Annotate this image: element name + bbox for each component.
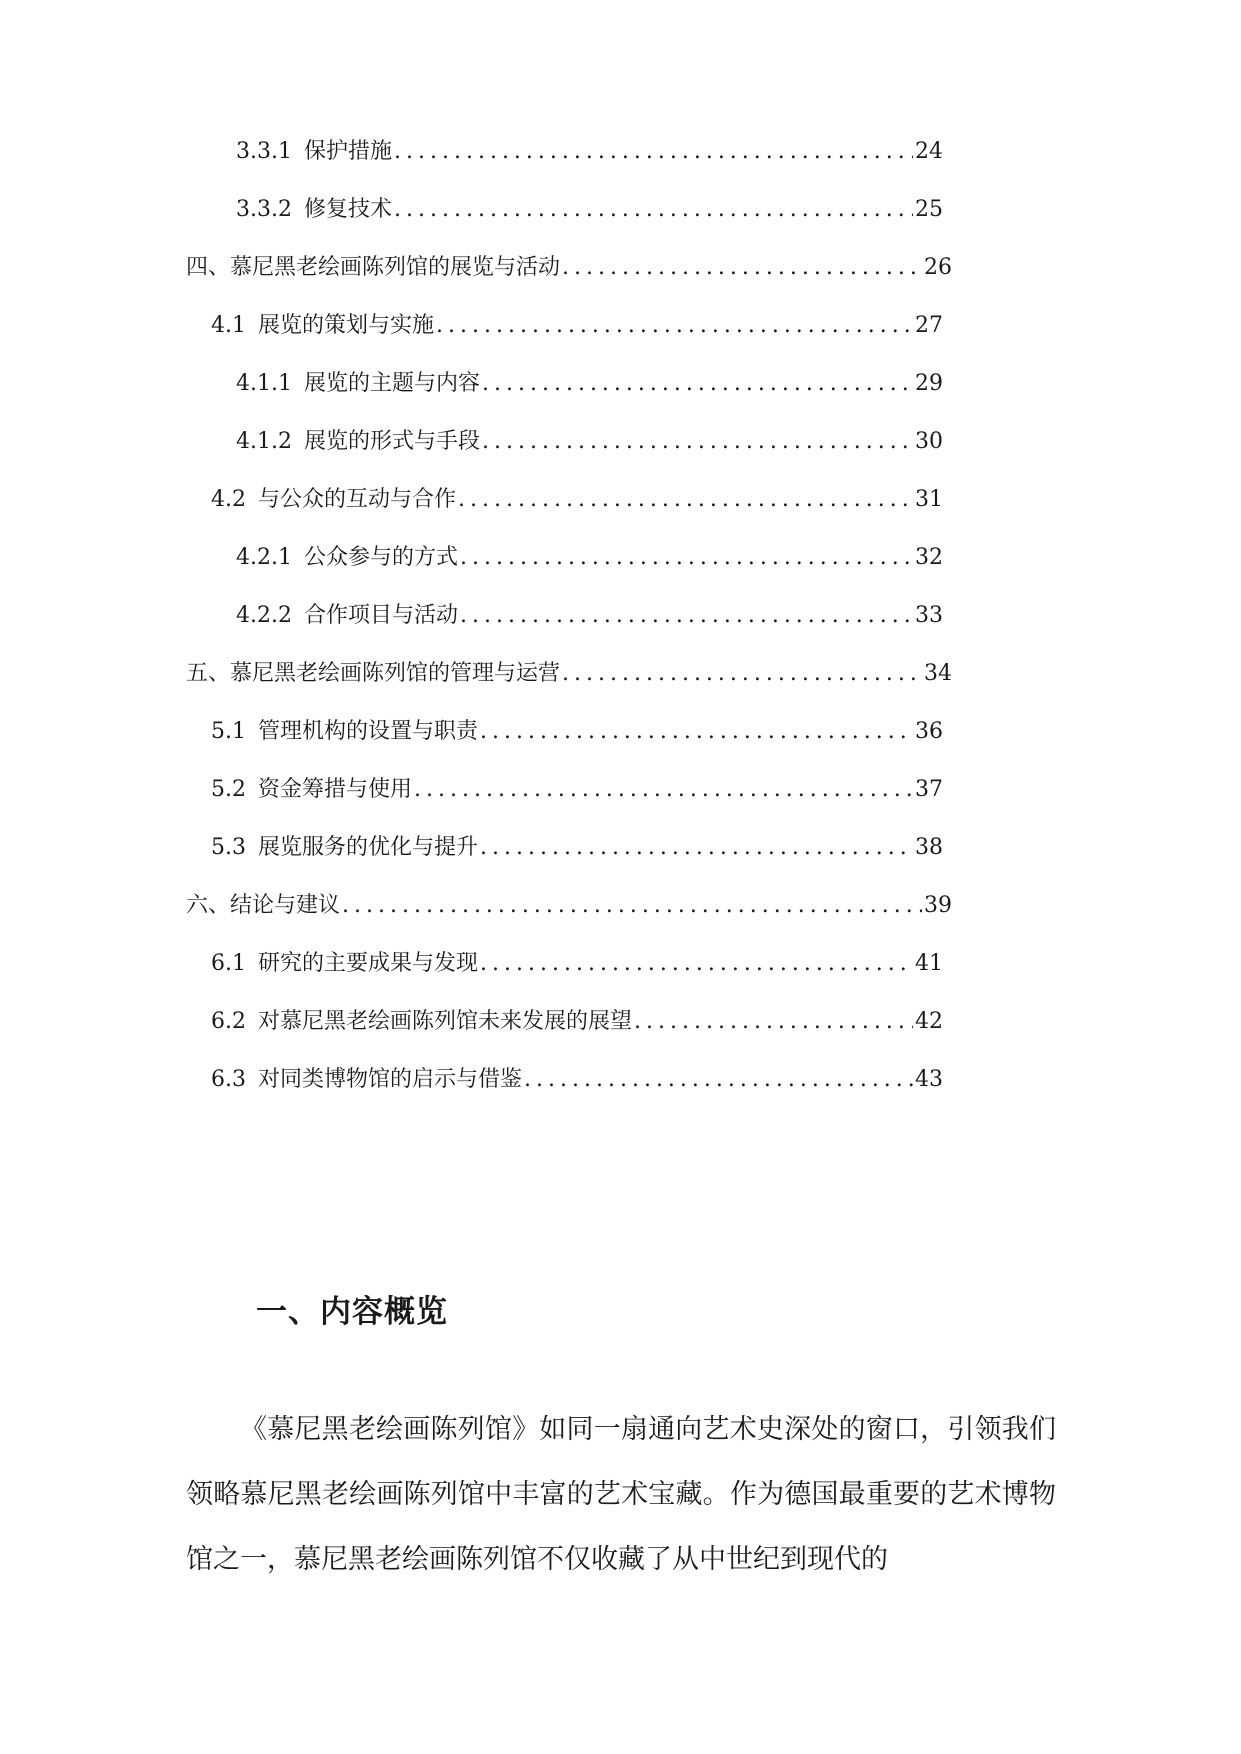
toc-entry-title: 合作项目与活动 [303,603,458,628]
toc-leader-dots [480,831,913,865]
toc-entry-page: 42 [915,1009,943,1034]
toc-entry-title: 与公众的互动与合作 [258,487,457,512]
toc-leader-dots [394,193,913,227]
toc-entry-page: 31 [915,487,943,512]
toc-entry-page: 24 [915,139,943,164]
toc-entry-number: 4.2 [211,487,246,512]
toc-entry[interactable] [211,309,943,343]
toc-entry-page: 38 [915,835,943,860]
toc-entry[interactable] [211,1005,943,1039]
toc-entry-page: 32 [915,545,943,570]
toc-entry-page: 36 [915,719,943,744]
toc-entry[interactable] [211,773,943,807]
toc-entry-number: 5.1 [211,719,246,744]
toc-leader-dots [342,889,922,923]
toc-entry-number: 6.2 [211,1009,246,1034]
toc-leader-dots [480,715,913,749]
toc-leader-dots [634,1005,913,1039]
toc-entry-title: 管理机构的设置与职责 [258,719,479,744]
toc-entry-page: 34 [924,661,952,686]
toc-entry[interactable] [236,425,943,459]
toc-leader-dots [480,947,913,981]
toc-entry-number: 6.3 [211,1067,246,1092]
toc-leader-dots [460,599,913,633]
toc-entry[interactable] [236,599,943,633]
toc-entry[interactable] [186,889,952,923]
toc-leader-dots [414,773,913,807]
toc-leader-dots [458,483,913,517]
toc-entry-page: 26 [924,255,952,280]
toc-entry-title: 研究的主要成果与发现 [258,951,479,976]
toc-entry-title: 保护措施 [303,139,392,164]
toc-entry-page: 30 [915,429,943,454]
toc-entry-title: 四、慕尼黑老绘画陈列馆的展览与活动 [186,255,561,280]
toc-entry-title: 五、慕尼黑老绘画陈列馆的管理与运营 [186,661,561,686]
toc-entry-number: 4.1.2 [236,429,292,454]
toc-entry-page: 27 [915,313,943,338]
toc-entry-page: 25 [915,197,943,222]
toc-entry-title: 对同类博物馆的启示与借鉴 [258,1067,523,1092]
toc-entry-title: 修复技术 [303,197,392,222]
toc-entry-title: 对慕尼黑老绘画陈列馆未来发展的展望 [258,1009,633,1034]
toc-entry-number: 4.1 [211,313,246,338]
toc-entry-number: 4.1.1 [236,371,292,396]
toc-leader-dots [460,541,913,575]
toc-entry-number: 3.3.2 [236,197,292,222]
toc-entry[interactable] [186,657,952,691]
toc-entry[interactable] [211,947,943,981]
toc-leader-dots [524,1063,913,1097]
toc-entry-title: 资金筹措与使用 [258,777,413,802]
toc-entry-title: 展览的策划与实施 [258,313,435,338]
toc-entry[interactable] [211,831,943,865]
toc-entry-number: 5.3 [211,835,246,860]
toc-leader-dots [482,425,913,459]
toc-entry[interactable] [211,715,943,749]
toc-leader-dots [562,657,922,691]
toc-entry[interactable] [186,251,952,285]
toc-leader-dots [562,251,922,285]
toc-leader-dots [482,367,913,401]
toc-entry[interactable] [236,135,943,169]
toc-entry-page: 39 [924,893,952,918]
toc-entry-page: 43 [915,1067,943,1092]
toc-entry-page: 37 [915,777,943,802]
toc-entry[interactable] [236,367,943,401]
toc-entry-title: 展览服务的优化与提升 [258,835,479,860]
toc-entry-number: 5.2 [211,777,246,802]
toc-entry-number: 4.2.1 [236,545,292,570]
toc-entry-number: 3.3.1 [236,139,292,164]
toc-leader-dots [436,309,913,343]
toc-entry-title: 公众参与的方式 [303,545,458,570]
body-paragraph: 《慕尼黑老绘画陈列馆》如同一扇通向艺术史深处的窗口，引领我们领略慕尼黑老绘画陈列馆中丰富的艺术宝藏。作为德国最重要的艺术博物馆之一，慕尼黑老绘画陈列馆不仅收藏了从中世纪到现代的 [186,1414,1056,1575]
toc-entry-page: 41 [915,951,943,976]
toc-entry-title: 展览的形式与手段 [303,429,480,454]
toc-entry[interactable] [236,541,943,575]
toc-entry[interactable] [211,1063,943,1097]
toc-entry-number: 4.2.2 [236,603,292,628]
toc-leader-dots [394,135,913,169]
toc-entry-title: 六、结论与建议 [186,893,341,918]
toc-entry[interactable] [236,193,943,227]
toc-entry-page: 29 [915,371,943,396]
toc-entry[interactable] [211,483,943,517]
section-heading: 一、内容概览 [256,1294,448,1330]
toc-entry-page: 33 [915,603,943,628]
toc-entry-number: 6.1 [211,951,246,976]
toc-entry-title: 展览的主题与内容 [303,371,480,396]
